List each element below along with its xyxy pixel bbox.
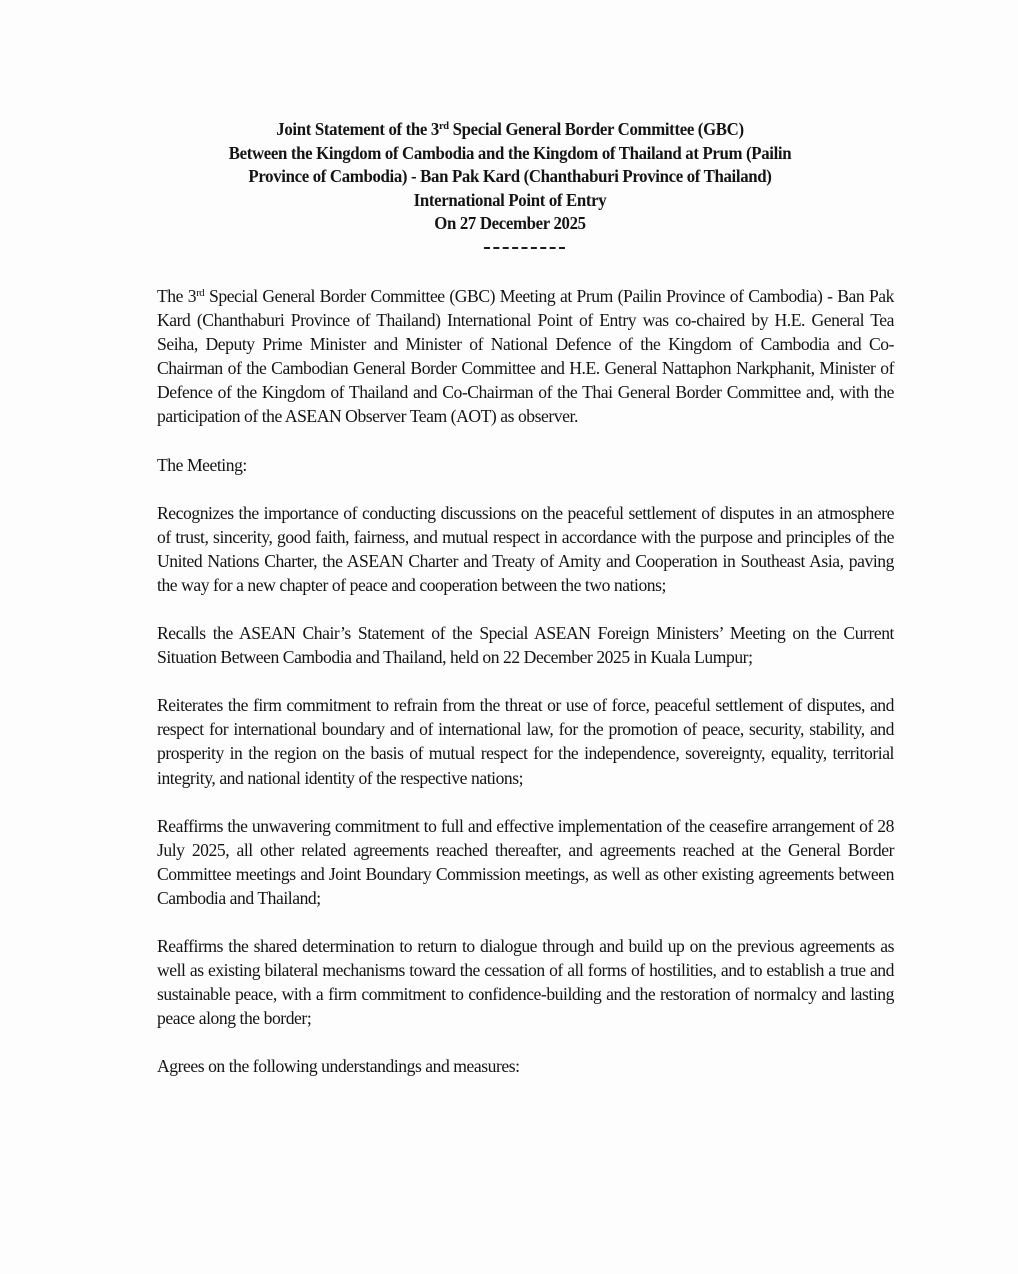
title-line-1-post: Special General Border Committee (GBC) <box>448 119 744 139</box>
title-separator <box>484 247 565 249</box>
document-title <box>164 118 855 236</box>
meeting-label: The Meeting: <box>157 454 247 475</box>
paragraph-agrees: Agrees on the following understandings and measures: <box>157 1056 520 1077</box>
intro-pre: The 3 <box>157 286 197 306</box>
title-line-1-pre: Joint Statement of the 3 <box>276 119 439 139</box>
title-line-4: International Point of Entry <box>413 189 607 210</box>
paragraph-reaffirms-ceasefire: Reaffirms the unwavering commitment to full and effective implementation of the ceasefire arrangement of 28 July 2025, all other related agreements reached thereafter, and agreements reached at the General Border Committee meetings and Joint Boundary Commission meetings, as well as other existing agreements between Cambodia and Thailand; <box>157 815 894 908</box>
paragraph-reaffirms-dialogue: Reaffirms the shared determination to return to dialogue through and build up on the previous agreements as well as existing bilateral mechanisms toward the cessation of all forms of hostilities, and to establish a true and sustainable peace, with a firm commitment to confidence-building and the restoration of normalcy and lasting peace along the border; <box>157 935 894 1029</box>
paragraph-recognizes: Recognizes the importance of conducting discussions on the peaceful settlement of disputes in an atmosphere of trust, sincerity, good faith, fairness, and mutual respect in accordance with the purpose and principles of the United Nations Charter, the ASEAN Charter and Treaty of Amity and Cooperation in Southeast Asia, paving the way for a new chapter of peace and cooperation between the two nations; <box>157 502 894 595</box>
paragraph-recalls: Recalls the ASEAN Chair’s Statement of the Special ASEAN Foreign Ministers’ Meeting on the Current Situation Between Cambodia and Thailand, held on 22 December 2025 in Kuala Lumpur; <box>157 623 894 668</box>
document-body <box>157 284 894 1102</box>
intro-paragraph <box>157 284 894 429</box>
title-line-1 <box>164 118 855 142</box>
intro-post: Special General Border Committee (GBC) Meeting at Prum (Pailin Province of Cambodia) - Ban Pak Kard (Chanthaburi Province of Thailand) International Point of Entry was co-chaired by H.E. General Tea Seiha, Deputy Prime Minister and Minister of National Defence of the Kingdom of Cambodia and Co-Chairman of the Cambodian General Border Committee and H.E. General Nattaphon Narkphanit, Minister of Defence of the Kingdom of Thailand and Co-Chairman of the Thai General Border Committee and, with the participation of the ASEAN Observer Team (AOT) as observer. <box>157 286 894 427</box>
title-line-3: Province of Cambodia) - Ban Pak Kard (Chanthaburi Province of Thailand) <box>248 166 772 186</box>
title-line-2: Between the Kingdom of Cambodia and the Kingdom of Thailand at Prum (Pailin <box>228 142 792 163</box>
ordinal-suffix: rd <box>196 287 205 299</box>
title-line-5-date: On 27 December 2025 <box>434 213 586 233</box>
ordinal-suffix: rd <box>438 120 449 133</box>
paragraph-reiterates: Reiterates the firm commitment to refrain from the threat or use of force, peaceful settlement of disputes, and respect for international boundary and of international law, for the promotion of peace, security, stability, and prosperity in the region on the basis of mutual respect for the independence, sovereignty, equality, territorial integrity, and national identity of the respective nations; <box>157 695 894 788</box>
